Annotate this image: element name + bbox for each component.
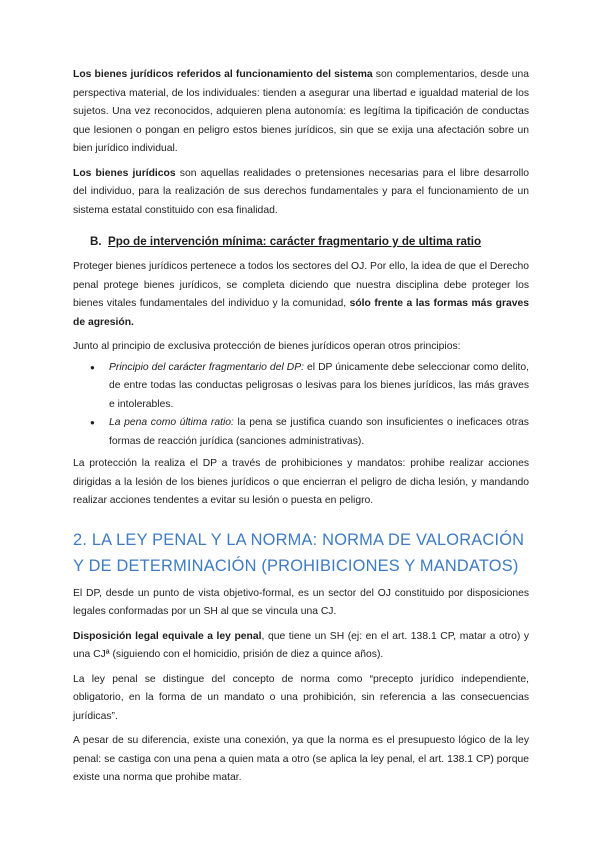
list-item — [73, 414, 529, 451]
paragraph-text: son aquellas realidades o pretensiones necesarias para el libre desarrollo del individuo, para la realización de sus derechos fundamentales y para el funcionamiento de un sistema estatal constituido con esa finalidad. — [73, 167, 530, 216]
section-title: Ppo de intervención mínima: carácter fragmentario y de ultima ratio — [108, 235, 482, 248]
section-b-heading — [90, 230, 529, 254]
paragraph-bienes-sistema — [73, 66, 529, 159]
document-page — [73, 66, 529, 788]
italic-term: Principio del carácter fragmentario del DP: — [109, 361, 304, 373]
bold-term: Los bienes jurídicos referidos al funcionamiento del sistema — [73, 69, 373, 80]
paragraph-principios-intro: Junto al principio de exclusiva protección de bienes jurídicos operan otros principios: — [73, 341, 461, 352]
paragraph-dp-objetivo: El DP, desde un punto de vista objetivo-formal, es un sector del OJ constituido por disposiciones legales conformadas por un SH al que se vincula una CJ. — [73, 587, 529, 617]
paragraph-ley-norma: La ley penal se distingue del concepto de norma como “precepto jurídico independiente, obligatorio, en la forma de un mandato o una prohibición, sin referencia a las consecuencias jurídicas”. — [73, 673, 529, 722]
paragraph-disposicion-legal — [73, 628, 529, 665]
section-2-heading: 2. LA LEY PENAL Y LA NORMA: NORMA DE VALORACIÓN Y DE DETERMINACIÓN (PROHIBICIONES Y MANDATOS) — [73, 530, 525, 575]
list-item-text: el DP únicamente debe seleccionar como delito, de entre todas las conductas peligrosas o lesivas para los bienes jurídicos, las más graves e intolerables. — [109, 361, 529, 410]
list-item — [73, 359, 529, 415]
paragraph-bienes-juridicos — [73, 165, 529, 221]
paragraph-proteccion: La protección la realiza el DP a través de prohibiciones y mandatos: prohibe realizar acciones dirigidas a la lesión de los bienes jurídicos o que encierran el peligro de dicha lesión, y mandando realizar acciones tendentes a evitar su lesión o puesta en peligro. — [73, 458, 529, 506]
bold-term: Disposición legal equivale a ley penal — [73, 630, 262, 642]
bullet-icon: ● — [90, 362, 95, 372]
paragraph-conexion: A pesar de su diferencia, existe una conexión, ya que la norma es el presupuesto lógico de la ley penal: se castiga con una pena a quien mata a otro (se aplica la ley penal, el art. 138.1 CP) porque existe una norma que prohibe matar. — [73, 735, 529, 783]
paragraph-text: son complementarios, desde una perspectiva material, de los individuales: tienden a asegurar una libertad e igualdad material de los sujetos. Una vez reconocidos, adquieren plena autonomía: es legítima la tipificación de conductas que lesionen o pongan en peligro estos bienes jurídicos, sin que se exija una afectación sobre un bien jurídico individual. — [73, 69, 529, 154]
bold-term: sólo frente a las formas más graves de agresión. — [73, 298, 529, 328]
bullet-icon: ● — [90, 418, 95, 427]
principles-list — [73, 359, 529, 452]
paragraph-proteger — [73, 258, 529, 332]
section-letter: B. — [90, 235, 102, 248]
list-item-text: la pena se justifica cuando son insuficientes o ineficaces otras formas de reacción jurídica (sanciones administrativas). — [109, 417, 529, 447]
italic-term: La pena como última ratio: — [109, 417, 234, 428]
paragraph-text: , que tiene un SH (ej: en el art. 138.1 CP, matar a otro) y una CJª (siguiendo con el homicidio, prisión de diez a quince años). — [73, 630, 530, 660]
bold-term: Los bienes jurídicos — [73, 167, 176, 179]
paragraph-text: Proteger bienes jurídicos pertenece a todos los sectores del OJ. Por ello, la idea de que el Derecho penal protege bienes jurídicos, se completa diciendo que nuestra disciplina debe proteger los bienes vitales fundamentales del individuo y la comunidad, — [73, 261, 529, 309]
